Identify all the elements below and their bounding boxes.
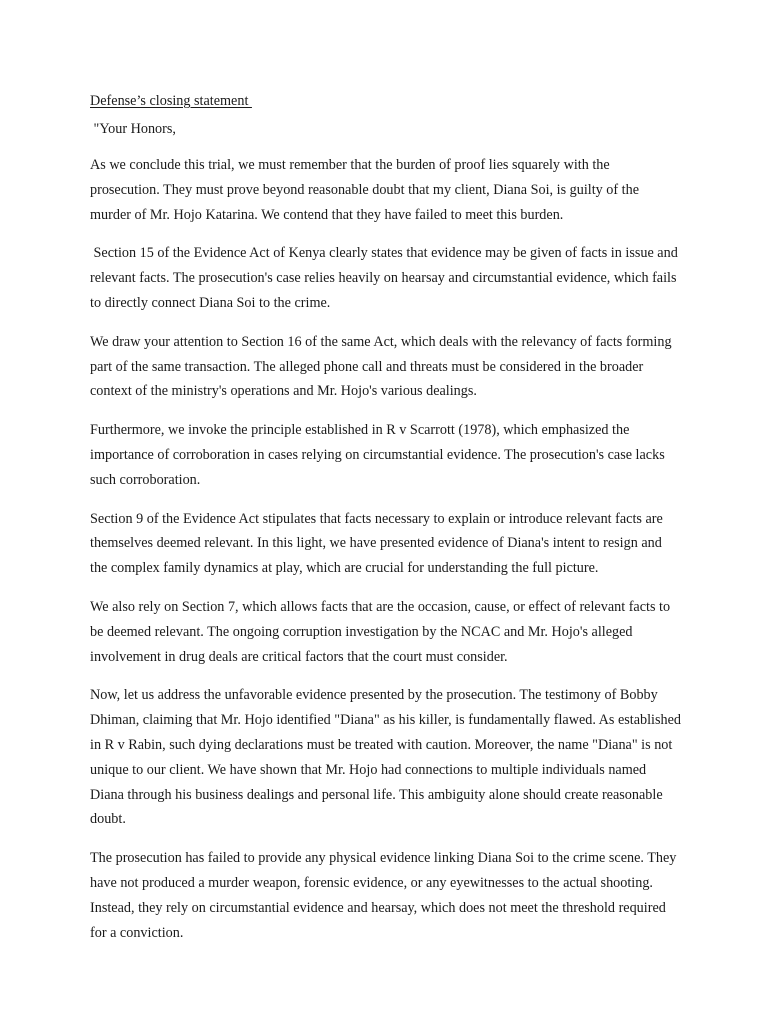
document-body: [90, 91, 685, 945]
paragraph-burden-of-proof: As we conclude this trial, we must remember that the burden of proof lies squarely with the prosecution. They must prove beyond reasonable doubt that my client, Diana Soi, is guilty of the murder of Mr. Hojo Katarina. We contend that they have failed to meet this burden.: [90, 157, 643, 223]
paragraph-section-9: Section 9 of the Evidence Act stipulates that facts necessary to explain or introduce relevant facts are themselves deemed relevant. In this light, we have presented evidence of Diana's intent to resign and the complex family dynamics at play, which are crucial for understanding the full picture.: [90, 510, 667, 577]
paragraph-section-15: Section 15 of the Evidence Act of Kenya clearly states that evidence may be given of facts in issue and relevant facts. The prosecution's case relies heavily on hearsay and circumstantial evidence, which fails to directly connect Diana Soi to the crime.: [90, 245, 682, 311]
paragraph-r-v-scarrott: Furthermore, we invoke the principle established in R v Scarrott (1978), which emphasized the importance of corroboration in cases relying on circumstantial evidence. The prosecution's case lacks such corroboration.: [90, 422, 669, 488]
paragraph-unfavorable-evidence: Now, let us address the unfavorable evidence presented by the prosecution. The testimony of Bobby Dhiman, claiming that Mr. Hojo identified "Diana" as his killer, is fundamentally flawed. As established in R v Rabin, such dying declarations must be treated with caution. Moreover, the name "Diana" is not unique to our client. We have shown that Mr. Hojo had connections to multiple individuals named Diana through his business dealings and personal life. This ambiguity alone should create reasonable doubt.: [90, 687, 685, 828]
paragraph-no-physical-evidence: The prosecution has failed to provide any physical evidence linking Diana Soi to the crime scene. They have not produced a murder weapon, forensic evidence, or any eyewitnesses to the actual shooting. Instead, they rely on circumstantial evidence and hearsay, which does not meet the threshold required for a conviction.: [90, 850, 680, 941]
paragraph-section-7: We also rely on Section 7, which allows facts that are the occasion, cause, or effect of relevant facts to be deemed relevant. The ongoing corruption investigation by the NCAC and Mr. Hojo's alleged involvement in drug deals are critical factors that the court must consider.: [90, 598, 674, 665]
document-heading: Defense’s closing statement: [90, 93, 252, 109]
paragraph-section-16: We draw your attention to Section 16 of the same Act, which deals with the relevancy of facts forming part of the same transaction. The alleged phone call and threats must be considered in the broader context of the ministry's operations and Mr. Hojo's various dealings.: [90, 333, 676, 400]
salutation: "Your Honors,: [90, 121, 176, 137]
